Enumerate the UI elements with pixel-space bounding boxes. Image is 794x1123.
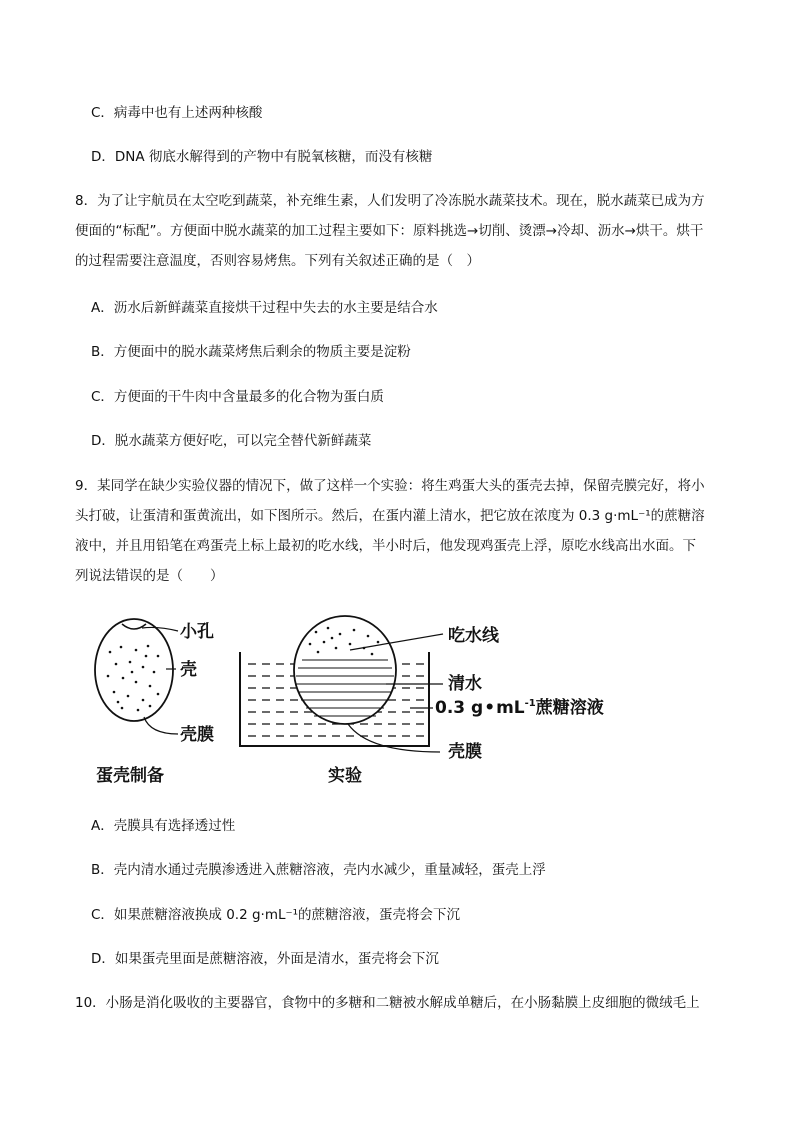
q8-option-b: B．方便面中的脱水蔬菜烤焦后剩余的物质主要是淀粉 <box>91 344 411 360</box>
label-waterline: 吃水线 <box>448 626 499 646</box>
q9-stem-line-1: 9．某同学在缺少实验仪器的情况下，做了这样一个实验：将生鸡蛋大头的蛋壳去掉，保留壳膜完好，将小 <box>75 478 705 494</box>
q8-stem-line-3: 的过程需要注意温度，否则容易烤焦。下列有关叙述正确的是（ ） <box>75 253 480 269</box>
q9-option-a: A．壳膜具有选择透过性 <box>91 818 236 834</box>
label-water: 清水 <box>448 674 482 694</box>
q8-option-c: C．方便面的干牛肉中含量最多的化合物为蛋白质 <box>91 389 384 405</box>
experiment-diagram <box>240 616 443 752</box>
label-shell: 壳 <box>180 660 197 680</box>
q8-stem-line-2: 便面的“标配”。方便面中脱水蔬菜的加工过程主要如下：原料挑选→切削、烫漂→冷却、沥水→烘干。烘干 <box>75 223 704 239</box>
label-membrane-right: 壳膜 <box>448 742 482 762</box>
q7-option-c: C．病毒中也有上述两种核酸 <box>91 105 263 121</box>
label-sucrose-solution <box>435 697 604 718</box>
q9-stem-line-3: 液中，并且用铅笔在鸡蛋壳上标上最初的吃水线，半小时后，他发现鸡蛋壳上浮，原吃水线高出水面。下 <box>75 538 696 554</box>
label-solution-dot: • <box>484 698 496 718</box>
q7-option-d: D．DNA 彻底水解得到的产物中有脱氧核糖，而没有核糖 <box>91 149 433 165</box>
q8-stem-line-1: 8．为了让宇航员在太空吃到蔬菜，补充维生素，人们发明了冷冻脱水蔬菜技术。现在，脱水蔬菜已成为方 <box>75 193 705 209</box>
q9-option-c: C．如果蔗糖溶液换成 0.2 g·mL⁻¹的蔗糖溶液，蛋壳将会下沉 <box>91 907 461 923</box>
q9-option-b: B．壳内清水通过壳膜渗透进入蔗糖溶液，壳内水减少，重量减轻，蛋壳上浮 <box>91 862 546 878</box>
caption-eggshell-preparation: 蛋壳制备 <box>96 766 164 786</box>
q10-stem-line-1: 10．小肠是消化吸收的主要器官，食物中的多糖和二糖被水解成单糖后，在小肠黏膜上皮细胞的微绒毛上 <box>75 995 700 1011</box>
label-hole: 小孔 <box>180 622 214 642</box>
label-membrane-left: 壳膜 <box>180 725 214 745</box>
q9-stem-line-2: 头打破，让蛋清和蛋黄流出，如下图所示。然后，在蛋内灌上清水，把它放在浓度为 0.3 g·mL⁻¹的蔗糖溶 <box>75 508 705 524</box>
label-solution-name: 蔗糖溶液 <box>535 698 604 718</box>
label-solution-exponent: -1 <box>524 698 536 709</box>
q9-stem-line-4: 列说法错误的是（ ） <box>75 568 224 584</box>
label-solution-unit: mL <box>496 698 525 718</box>
eggshell-preparation-diagram <box>95 619 178 734</box>
caption-experiment: 实验 <box>328 766 362 786</box>
q8-option-d: D．脱水蔬菜方便好吃，可以完全替代新鲜蔬菜 <box>91 433 372 449</box>
q8-option-a: A．沥水后新鲜蔬菜直接烘干过程中失去的水主要是结合水 <box>91 300 438 316</box>
eggshell-experiment-figure <box>88 612 628 797</box>
label-solution-value: 0.3 g <box>435 698 484 718</box>
q9-option-d: D．如果蛋壳里面是蔗糖溶液，外面是清水，蛋壳将会下沉 <box>91 951 439 967</box>
